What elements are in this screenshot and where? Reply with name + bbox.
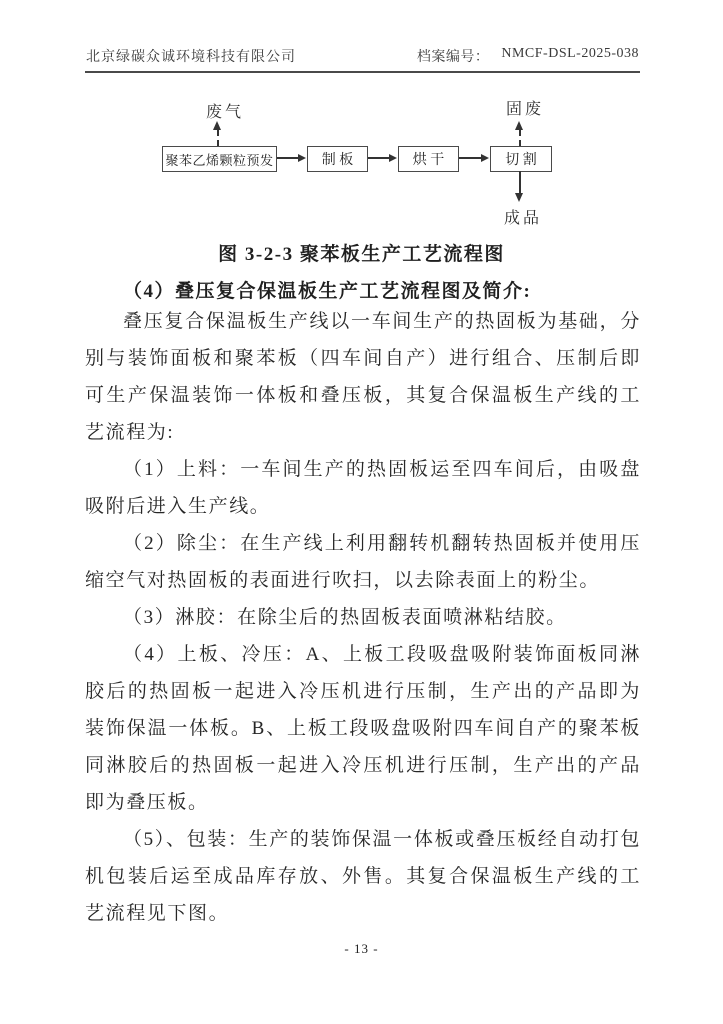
flow-step-drying: 烘 干	[398, 146, 459, 172]
arrow-up-icon	[515, 121, 523, 130]
paragraph-step-2-dedusting: （2）除尘：在生产线上利用翻转机翻转热固板并使用压缩空气对热固板的表面进行吹扫，以去除表面上的粉尘。	[85, 533, 641, 591]
paragraph-intro: 叠压复合保温板生产线以一车间生产的热固板为基础，分别与装饰面板和聚苯板（四车间自产）进行组合、压制后即可生产保温装饰一体板和叠压板，其复合保温板生产线的工艺流程为:	[85, 311, 641, 443]
arrow-right-icon	[459, 157, 481, 159]
arrow-down-icon	[515, 193, 523, 202]
arrow-right-icon	[277, 157, 298, 159]
dashed-arrow-line-waste-gas	[217, 130, 219, 146]
paragraph-step-5-packing: （5）、包装：生产的装饰保温一体板或叠压板经自动打包机包装后运至成品库存放、外售。其复合保温板生产线的工艺流程见下图。	[85, 829, 641, 924]
paragraph-step-1-loading: （1）上料：一车间生产的热固板运至四车间后，由吸盘吸附后进入生产线。	[85, 459, 641, 517]
page-header	[86, 46, 639, 66]
flow-step-cutting: 切 割	[490, 146, 552, 172]
paragraph-step-3-gluing: （3）淋胶：在除尘后的热固板表面喷淋粘结胶。	[123, 607, 567, 628]
product-label: 成品	[504, 210, 543, 227]
flow-step-pre-expansion: 聚苯乙烯颗粒预发	[162, 146, 277, 172]
company-name: 北京绿碳众诚环境科技有限公司	[86, 50, 296, 65]
figure-caption: 图 3-2-3 聚苯板生产工艺流程图	[218, 244, 505, 265]
body-text	[85, 303, 641, 932]
section-heading: （4）叠压复合保温板生产工艺流程图及简介:	[123, 281, 532, 302]
arrow-up-icon	[213, 121, 221, 130]
dashed-arrow-line-solid-waste	[519, 130, 521, 146]
flow-step-board-making: 制 板	[307, 146, 368, 172]
solid-waste-label: 固废	[506, 101, 545, 118]
arrow-right-icon	[368, 157, 389, 159]
header-divider	[85, 71, 640, 73]
waste-gas-label: 废气	[206, 104, 245, 121]
archive-label: 档案编号：	[416, 50, 490, 65]
paragraph-step-4-pressing: （4）上板、冷压：A、上板工段吸盘吸附装饰面板同淋胶后的热固板一起进入冷压机进行压制，生产出的产品即为装饰保温一体板。B、上板工段吸盘吸附四车间自产的聚苯板同淋胶后的热固板一起进入冷压机进行压制，生产出的产品即为叠压板。	[85, 644, 641, 813]
solid-arrow-line-product	[519, 171, 521, 194]
archive-number: NMCF-DSL-2025-038	[501, 46, 639, 61]
page-number: - 13 -	[344, 941, 379, 956]
archive-number-group	[417, 46, 639, 66]
